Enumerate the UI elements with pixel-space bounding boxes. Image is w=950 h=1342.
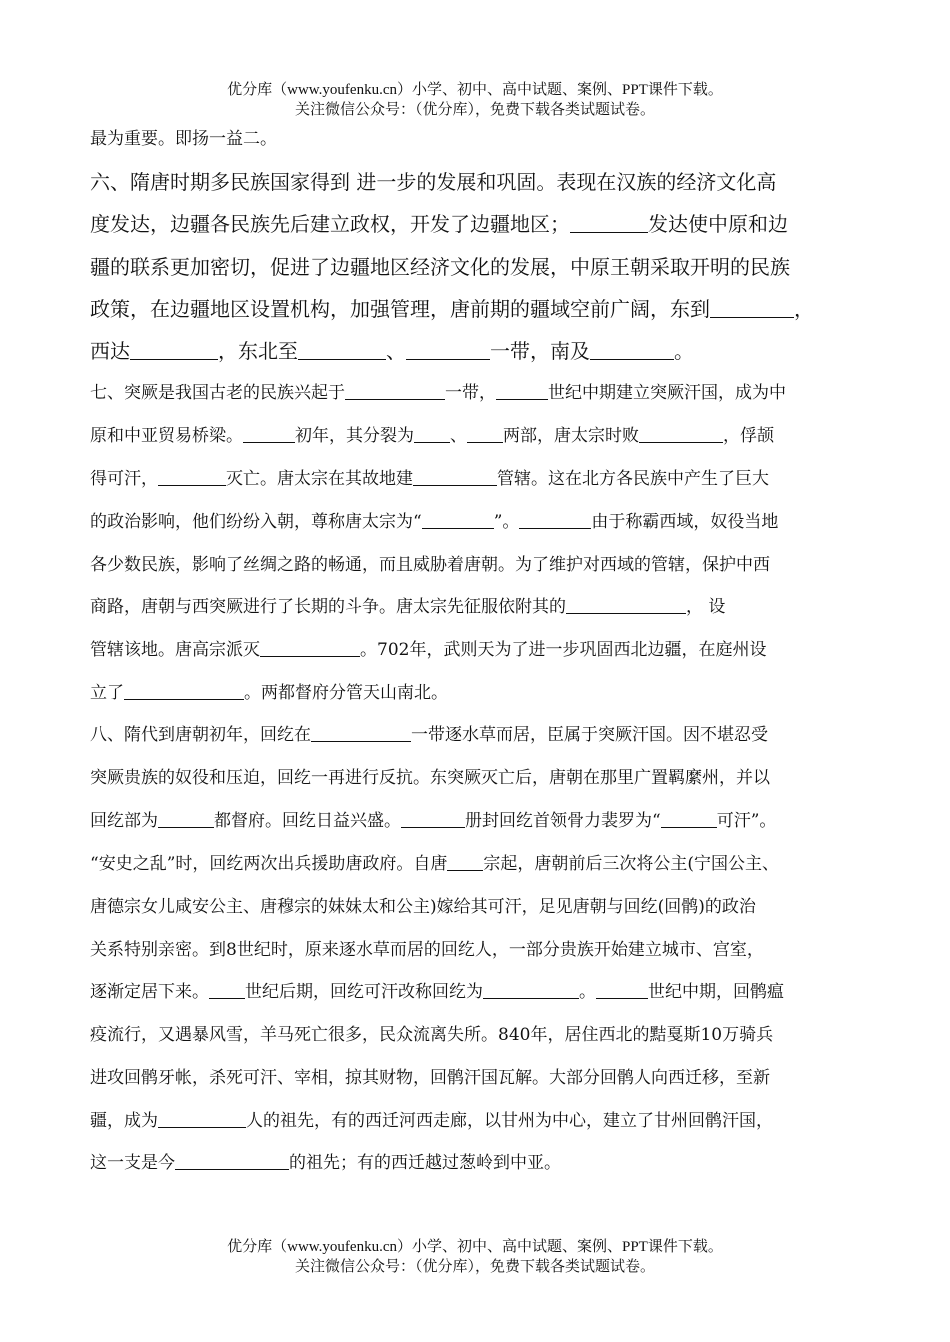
s8-line: 疆，成为 人的祖先，有的西迁河西走廊，以甘州为中心，建立了甘州回鹘汗国， — [90, 1111, 773, 1131]
answer-blank[interactable] — [260, 639, 360, 657]
header-line-2: 关注微信公众号：（优分库），免费下载各类试题试卷。 — [294, 100, 655, 118]
s6-line: 西达 ，东北至 、 一带，南及 。 — [90, 339, 694, 363]
answer-blank[interactable] — [243, 425, 295, 443]
answer-blank[interactable] — [175, 1152, 289, 1170]
s8-line: 回纥部为 都督府。回纥日益兴盛。 册封回纥首领骨力裴罗为“ 可汗”。 — [90, 811, 777, 831]
answer-blank[interactable] — [158, 810, 214, 828]
answer-blank[interactable] — [345, 382, 445, 400]
answer-blank[interactable] — [447, 853, 483, 871]
s8-line: 疫流行，又遇暴风雪，羊马死亡很多，民众流离失所。840年，居住西北的黠戛斯10万骑兵 — [90, 1025, 774, 1045]
answer-blank[interactable] — [158, 1110, 246, 1128]
s7-line: 立了 。两都督府分管天山南北。 — [90, 683, 448, 703]
answer-blank[interactable] — [639, 425, 723, 443]
s8-line: 这一支是今 的祖先；有的西迁越过葱岭到中亚。 — [90, 1153, 561, 1173]
s8-line: 逐渐定居下来。 世纪后期，回纥可汗改称回纥为 。 世纪中期，回鹘瘟 — [90, 982, 784, 1002]
footer-line-2: 关注微信公众号：（优分库），免费下载各类试题试卷。 — [294, 1257, 655, 1275]
answer-blank[interactable] — [483, 981, 579, 999]
s6-line: 度发达，边疆各民族先后建立政权，开发了边疆地区； 发达使中原和边 — [90, 212, 788, 236]
answer-blank[interactable] — [401, 810, 465, 828]
s8-line: 突厥贵族的奴役和压迫，回纥一再进行反抗。东突厥灭亡后，唐朝在那里广置羁縻州，并以 — [90, 768, 770, 788]
s7-line: 得可汗， 灭亡。唐太宗在其故地建 管辖。这在北方各民族中产生了巨大 — [90, 469, 769, 489]
s7-line: 七、突厥是我国古老的民族兴起于 一带， 世纪中期建立突厥汗国，成为中 — [90, 383, 786, 403]
answer-blank[interactable] — [590, 339, 674, 360]
answer-blank[interactable] — [596, 981, 648, 999]
answer-blank[interactable] — [158, 468, 226, 486]
answer-blank[interactable] — [311, 724, 411, 742]
s8-line: 唐德宗女儿咸安公主、唐穆宗的妹妹太和公主)嫁给其可汗，足见唐朝与回纥(回鹘)的政治 — [90, 897, 756, 917]
answer-blank[interactable] — [422, 511, 494, 529]
site-url: www.youfenku.cn — [287, 1239, 397, 1255]
s7-line: 商路，唐朝与西突厥进行了长期的斗争。唐太宗先征服依附其的 ， 设 — [90, 597, 726, 617]
answer-blank[interactable] — [710, 297, 794, 318]
s8-line: 进攻回鹘牙帐，杀死可汗、宰相，掠其财物，回鹘汗国瓦解。大部分回鹘人向西迁移，至新 — [90, 1068, 770, 1088]
s6-line: 政策，在边疆地区设置机构，加强管理，唐前期的疆域空前广阔，东到 ， — [90, 297, 814, 321]
s7-line: 管辖该地。唐高宗派灭 。702年，武则天为了进一步巩固西北边疆，在庭州设 — [90, 640, 767, 660]
answer-blank[interactable] — [130, 339, 218, 360]
page-footer — [0, 1237, 950, 1276]
s8-line: 关系特别亲密。到8世纪时，原来逐水草而居的回纥人，一部分贵族开始建立城市、宫室， — [90, 940, 764, 960]
s8-line: “安史之乱”时，回纥两次出兵援助唐政府。自唐 宗起，唐朝前后三次将公主(宁国公主、 — [90, 854, 780, 874]
s6-line: 疆的联系更加密切，促进了边疆地区经济文化的发展，中原王朝采取开明的民族 — [90, 255, 790, 279]
answer-blank[interactable] — [570, 212, 648, 233]
s7-line: 的政治影响，他们纷纷入朝，尊称唐太宗为“ ”。 由于称霸西域，奴役当地 — [90, 512, 779, 532]
s6-line: 六、隋唐时期多民族国家得到 进一步的发展和巩固。表现在汉族的经济文化高 — [90, 170, 777, 194]
s8-line: 八、隋代到唐朝初年，回纥在 一带逐水草而居，臣属于突厥汗国。因不堪忍受 — [90, 725, 768, 745]
answer-blank[interactable] — [414, 425, 450, 443]
answer-blank[interactable] — [661, 810, 717, 828]
header-line-1: 优分库（www.youfenku.cn）小学、初中、高中试题、案例、PPT课件下载。 — [227, 80, 723, 98]
page-header — [0, 80, 950, 119]
answer-blank[interactable] — [467, 425, 503, 443]
site-url: www.youfenku.cn — [287, 82, 397, 98]
answer-blank[interactable] — [413, 468, 497, 486]
answer-blank[interactable] — [124, 682, 244, 700]
answer-blank[interactable] — [496, 382, 548, 400]
answer-blank[interactable] — [519, 511, 591, 529]
s7-line: 各少数民族，影响了丝绸之路的畅通，而且威胁着唐朝。为了维护对西域的管辖，保护中西 — [90, 555, 770, 575]
answer-blank[interactable] — [566, 596, 686, 614]
answer-blank[interactable] — [298, 339, 386, 360]
answer-blank[interactable] — [209, 981, 245, 999]
intro-line: 最为重要。即扬一益二。 — [90, 129, 277, 149]
answer-blank[interactable] — [406, 339, 490, 360]
s7-line: 原和中亚贸易桥梁。 初年，其分裂为 、 两部，唐太宗时败 ，俘颉 — [90, 426, 774, 446]
footer-line-1: 优分库（www.youfenku.cn）小学、初中、高中试题、案例、PPT课件下载。 — [227, 1237, 723, 1255]
